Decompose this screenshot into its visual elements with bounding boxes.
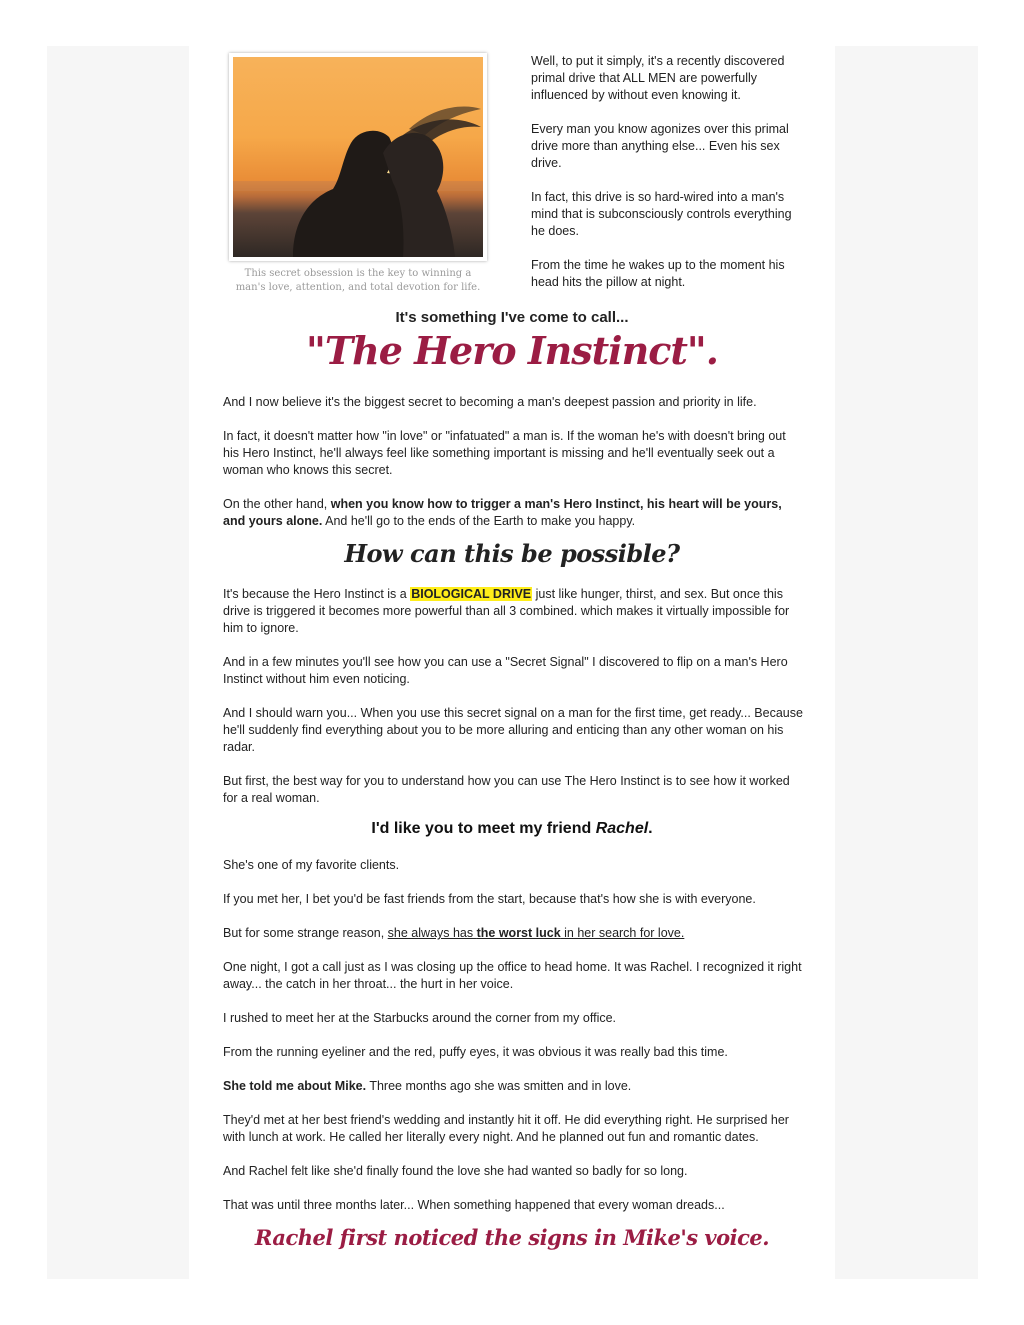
bold-text: She told me about Mike.: [223, 1079, 367, 1093]
text: But for some strange reason,: [223, 926, 388, 940]
body-paragraph: And in a few minutes you'll see how you can use a "Secret Signal" I discovered to flip on a man's Hero Instinct without him even noticing.: [223, 655, 788, 686]
rachel-story-body: [223, 857, 803, 1231]
text: .: [648, 820, 653, 837]
body-paragraph: [223, 586, 803, 637]
body-paragraph: And I should warn you... When you use this secret signal on a man for the first time, get ready... Because he'll suddenly find everything about you to be more alluring and enticing than any other woman on his radar.: [223, 706, 803, 754]
article-page: [189, 46, 835, 1279]
body-paragraph: One night, I got a call just as I was closing up the office to head home. It was Rachel. I recognized it right away... the catch in her throat... the hurt in her voice.: [223, 960, 802, 991]
image-caption: This secret obsession is the key to winning a man's love, attention, and total devotion for life.: [235, 268, 481, 293]
couple-sunset-photo: [233, 57, 483, 257]
body-paragraph: They'd met at her best friend's wedding and instantly hit it off. He did everything right. He surprised her with lunch at work. He called her literally every night. And he planned out fun and romantic dates.: [223, 1113, 789, 1144]
body-paragraph: [223, 1078, 803, 1095]
explanation-body: [223, 586, 803, 824]
hero-instinct-heading: "The Hero Instinct".: [306, 328, 718, 373]
side-paragraph: In fact, this drive is so hard-wired into a man's mind that is subconsciously controls everything he does.: [531, 190, 792, 238]
body-paragraph: [223, 925, 803, 942]
body-paragraph: That was until three months later... When something happened that every woman dreads...: [223, 1198, 725, 1212]
body-paragraph: But first, the best way for you to understand how you can use The Hero Instinct is to see how it worked for a real woman.: [223, 774, 790, 805]
body-paragraph: She's one of my favorite clients.: [223, 858, 400, 872]
text: I'd like you to meet my friend: [371, 820, 596, 837]
body-paragraph: From the running eyeliner and the red, puffy eyes, it was obvious it was really bad this time.: [223, 1045, 728, 1059]
body-paragraph: I rushed to meet her at the Starbucks around the corner from my office.: [223, 1011, 617, 1025]
intro-body: [223, 394, 803, 547]
body-paragraph: If you met her, I bet you'd be fast friends from the start, because that's how she is with everyone.: [223, 892, 756, 906]
body-paragraph: In fact, it doesn't matter how "in love" or "infatuated" a man is. If the woman he's with doesn't bring out his Hero Instinct, he'll always feel like something important is missing and he'll eventually seek out a woman who knows this secret.: [223, 429, 786, 477]
text: On the other hand,: [223, 497, 331, 511]
bold-text: when you know how to trigger a man's Hero Instinct, his heart will be yours, and yours alone.: [223, 497, 782, 528]
text: just like hunger, thirst, and sex. But once this drive is triggered it becomes more powerful than all 3 combined. which makes it virtually impossible for him to ignore.: [223, 587, 790, 635]
underlined-text: [388, 926, 685, 940]
highlighted-text: BIOLOGICAL DRIVE: [411, 587, 532, 601]
section-heading: How can this be possible?: [344, 539, 680, 568]
text: she always has: [387, 926, 477, 940]
intro-side-column: [531, 53, 803, 308]
couple-silhouette-illustration: [233, 57, 483, 257]
text: in her search for love.: [560, 926, 685, 940]
side-paragraph: Every man you know agonizes over this primal drive more than anything else... Even his sex drive.: [531, 122, 789, 170]
text: It's because the Hero Instinct is a: [223, 587, 411, 601]
closing-heading: Rachel first noticed the signs in Mike's voice.: [254, 1225, 770, 1250]
lead-in-text: It's something I've come to call...: [395, 309, 629, 326]
text: Three months ago she was smitten and in love.: [366, 1079, 632, 1093]
bold-text: the worst luck: [476, 926, 561, 940]
side-paragraph: Well, to put it simply, it's a recently discovered primal drive that ALL MEN are powerfully influenced by without even knowing it.: [531, 54, 785, 102]
text: And he'll go to the ends of the Earth to make you happy.: [322, 514, 636, 528]
side-paragraph: From the time he wakes up to the moment his head hits the pillow at night.: [531, 258, 785, 289]
couple-sunset-figure: [229, 53, 487, 261]
italic-name: Rachel: [595, 820, 649, 837]
meet-rachel-heading: [189, 820, 835, 838]
body-paragraph: [223, 496, 803, 530]
body-paragraph: And Rachel felt like she'd finally found the love she had wanted so badly for so long.: [223, 1164, 688, 1178]
body-paragraph: And I now believe it's the biggest secret to becoming a man's deepest passion and priority in life.: [223, 395, 757, 409]
